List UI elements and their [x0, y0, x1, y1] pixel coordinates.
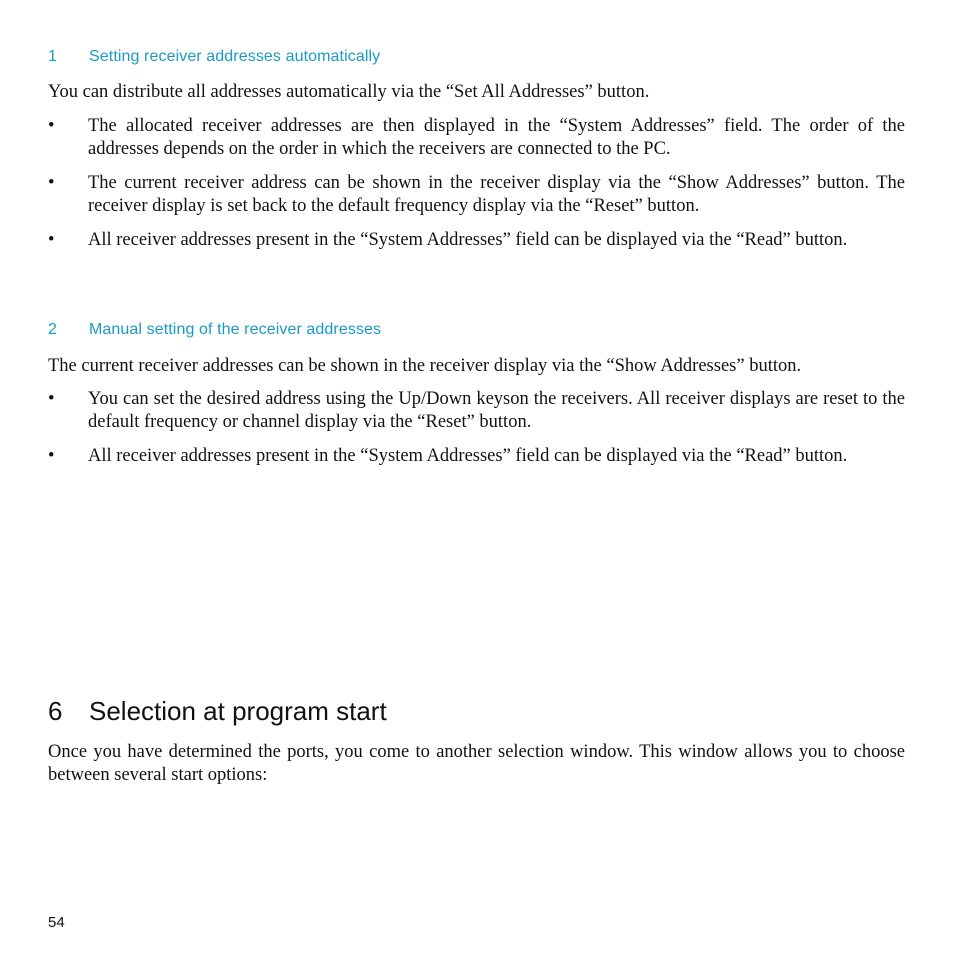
- bullet-marker: •: [48, 389, 55, 409]
- bullet-marker: •: [48, 116, 55, 136]
- document-page: [48, 0, 905, 954]
- chapter-title: Selection at program start: [89, 696, 387, 726]
- page-number: 54: [48, 914, 65, 931]
- chapter-paragraph: Once you have determined the ports, you come to another selection window. This window allows you to choose between several start options:: [48, 742, 905, 785]
- bullet-text: The current receiver address can be shown in the receiver display via the “Show Addresses” button. The receiver display is set back to the default frequency display via the “Reset” button.: [88, 173, 905, 216]
- bullet-marker: •: [48, 446, 55, 466]
- bullet-text: All receiver addresses present in the “System Addresses” field can be displayed via the “Read” button.: [88, 446, 848, 466]
- section-2-number: 2: [48, 321, 57, 338]
- bullet-text: You can set the desired address using the Up/Down keyson the receivers. All receiver displays are reset to the default frequency or channel display via the “Reset” button.: [88, 389, 905, 432]
- section-1-intro: You can distribute all addresses automatically via the “Set All Addresses” button.: [48, 82, 650, 102]
- bullet-text: The allocated receiver addresses are then displayed in the “System Addresses” field. The order of the addresses depends on the order in which the receivers are connected to the PC.: [88, 116, 905, 159]
- section-1-title: Setting receiver addresses automatically: [89, 48, 381, 65]
- section-2-title: Manual setting of the receiver addresses: [89, 321, 382, 338]
- bullet-marker: •: [48, 230, 55, 250]
- bullet-marker: •: [48, 173, 55, 193]
- bullet-text: All receiver addresses present in the “System Addresses” field can be displayed via the “Read” button.: [88, 230, 848, 250]
- section-2-intro: The current receiver addresses can be shown in the receiver display via the “Show Addresses” button.: [48, 356, 802, 376]
- chapter-number: 6: [48, 696, 63, 726]
- section-1-number: 1: [48, 48, 57, 65]
